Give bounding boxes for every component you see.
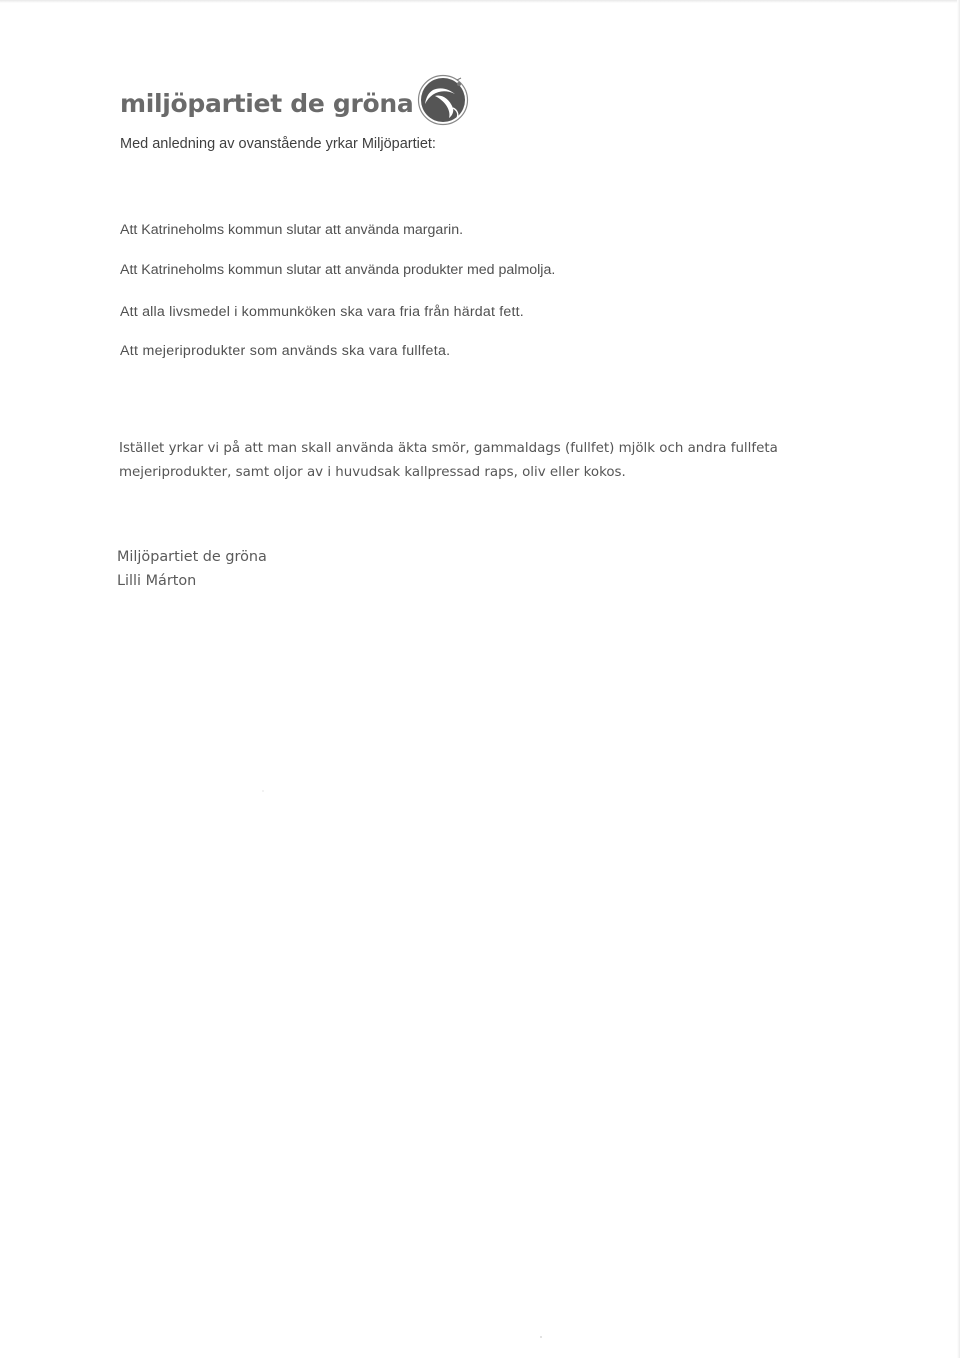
demand-item: Att mejeriprodukter som används ska vara fullfeta. — [120, 343, 451, 359]
demand-item: Att alla livsmedel i kommunköken ska vara fria från härdat fett. — [120, 304, 524, 320]
logo-wordmark: miljöpartiet de gröna — [120, 88, 414, 118]
signature-party: Miljöpartiet de gröna — [117, 549, 267, 565]
alternative-proposal-paragraph: Istället yrkar vi på att man skall använda äkta smör, gammaldags (fullfet) mjölk och andra fullfeta mejeriprodukter, samt oljor av i huvudsak kallpressad raps, oliv eller kokos. — [119, 441, 778, 480]
signature-block — [117, 545, 267, 593]
signature-name: Lilli Márton — [117, 573, 197, 589]
demands-list — [120, 220, 555, 381]
intro-text: Med anledning av ovanstående yrkar Miljöpartiet: — [120, 136, 436, 152]
dandelion-logo-icon — [417, 74, 469, 126]
scan-edge-top — [0, 0, 960, 3]
demand-item: Att Katrineholms kommun slutar att använda margarin. — [120, 222, 464, 238]
demand-item: Att Katrineholms kommun slutar att använda produkter med palmolja. — [120, 262, 556, 278]
party-logo — [120, 75, 469, 131]
scan-speck — [262, 790, 264, 792]
scan-speck — [540, 1336, 542, 1338]
